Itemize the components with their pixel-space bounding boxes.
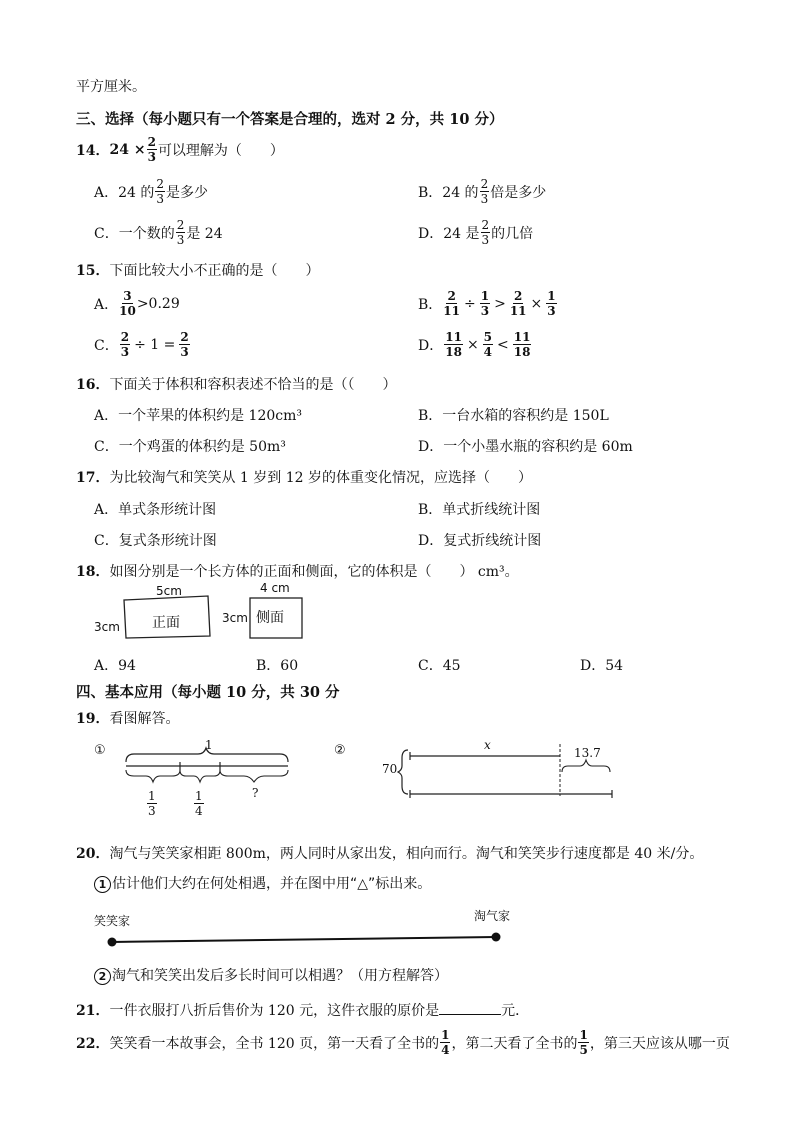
q14-fraction: $\frac{2}{3}$ [147, 135, 156, 164]
q15-option-d[interactable]: D． $\frac{11}{18}$ × $\frac{5}{4}$ < $\frac{11}{18}$ [418, 330, 531, 359]
q17-option-d[interactable]: D．复式折线统计图 [418, 533, 542, 549]
q14-option-d[interactable]: D．24 是 $\frac{2}{3}$ 的几倍 [418, 218, 534, 247]
q22-fraction-1: $\frac{1}{4}$ [441, 1028, 450, 1057]
q19-stem: 19．看图解答。 [76, 711, 180, 727]
q14-expr-pre: 24 × [109, 141, 146, 158]
x-label: x [484, 738, 491, 752]
q16-stem: 16．下面关于体积和容积表述不恰当的是（（ ） [76, 377, 397, 393]
q17-stem: 17．为比较淘气和笑笑从 1 岁到 12 岁的体重变化情况，应选择（ ） [76, 470, 533, 486]
q17-option-a[interactable]: A．单式条形统计图 [94, 502, 217, 518]
front-top-label: 5cm [156, 584, 182, 598]
home-label-taoqi: 淘气家 [474, 909, 511, 923]
q19-mark-2: ② [334, 743, 346, 758]
q14-text: 可以理解为（ ） [157, 142, 284, 159]
q20-subquestion-2: 2 淘气和笑笑出发后多长时间可以相遇？（用方程解答） [94, 965, 448, 985]
whole-label: 1 [205, 738, 213, 752]
q14-option-a[interactable]: A．24 的 $\frac{2}{3}$ 是多少 [94, 177, 209, 206]
q14-c-fraction: $\frac{2}{3}$ [176, 218, 185, 247]
q19-mark-1: ① [94, 743, 106, 758]
q15-stem [76, 260, 319, 280]
q15-option-b[interactable]: B． $\frac{2}{11}$ ÷ $\frac{1}{3}$ > $\frac{2}{11}$ × $\frac{1}{3}$ [418, 289, 556, 318]
q15-number: 15． [76, 263, 110, 279]
q22-fraction-2: $\frac{1}{5}$ [579, 1028, 588, 1057]
front-face-label: 正面 [152, 615, 180, 631]
q14-a-fraction: $\frac{2}{3}$ [156, 177, 165, 206]
q14-d-fraction: $\frac{2}{3}$ [481, 218, 490, 247]
q14-option-c[interactable]: C．一个数的 $\frac{2}{3}$ 是 24 [94, 218, 223, 247]
section3-title: 三、选择（每小题只有一个答案是合理的，选对 2 分，共 10 分） [76, 111, 504, 128]
route-line-figure[interactable] [104, 930, 506, 950]
q14-option-b[interactable]: B．24 的 $\frac{2}{3}$ 倍是多少 [418, 177, 547, 206]
side-left-label: 3cm [222, 611, 248, 625]
section4-title: 四、基本应用（每小题 10 分，共 30 分 [76, 684, 340, 701]
value-13-7: 13.7 [574, 746, 601, 760]
q18-stem: 18．如图分别是一个长方体的正面和侧面，它的体积是（ ） cm³。 [76, 564, 519, 580]
q21-stem: 21． 一件衣服打八折后售价为 120 元，这件衣服的原价是 元． [76, 1003, 530, 1019]
q16-option-a[interactable]: A．一个苹果的体积约是 120cm³ [94, 408, 303, 424]
end-dot [492, 933, 501, 942]
side-top-label: 4 cm [260, 581, 290, 595]
q14-stem [76, 136, 284, 163]
q16-option-b[interactable]: B．一台水箱的容积约是 150L [418, 408, 609, 424]
q18-option-d[interactable]: D．54 [580, 658, 624, 674]
q20-subquestion-1: 1 估计他们大约在何处相遇，并在图中用“△”标出来。 [94, 873, 431, 893]
continued-text: 平方厘米。 [76, 79, 146, 95]
q17-option-c[interactable]: C．复式条形统计图 [94, 533, 217, 549]
q15-option-a[interactable]: A． $\frac{3}{10}$ >0.29 [94, 289, 180, 318]
unknown-label: ? [252, 786, 259, 800]
q16-option-c[interactable]: C．一个鸡蛋的体积约是 50m³ [94, 439, 286, 455]
q14-b-fraction: $\frac{2}{3}$ [480, 177, 489, 206]
value-70: 70 [382, 762, 398, 776]
start-dot [108, 938, 117, 947]
q15-text: 下面比较大小不正确的是（ ） [109, 263, 320, 279]
home-label-xiaoxiao: 笑笑家 [94, 914, 131, 928]
fraction-one-quarter: $\frac{1}{4}$ [195, 789, 203, 818]
q21-answer-blank[interactable] [439, 1002, 501, 1015]
q16-option-d[interactable]: D．一个小墨水瓶的容积约是 60m [418, 439, 633, 455]
q17-option-b[interactable]: B．单式折线统计图 [418, 502, 541, 518]
front-left-label: 3cm [94, 620, 120, 634]
circle-number-1: 1 [94, 876, 111, 893]
circle-number-2: 2 [94, 968, 111, 985]
q15-option-c[interactable]: C． $\frac{2}{3}$ ÷ 1 = $\frac{2}{3}$ [94, 330, 189, 359]
fraction-one-third: $\frac{1}{3}$ [148, 789, 156, 818]
q18-option-c[interactable]: C．45 [418, 658, 461, 674]
q18-option-a[interactable]: A．94 [94, 658, 136, 674]
q14-number: 14． [76, 142, 110, 159]
side-face-label: 侧面 [256, 610, 284, 626]
q20-stem: 20．淘气与笑笑家相距 800m，两人同时从家出发，相向而行。淘气和笑笑步行速度都是 40 米/分。 [76, 846, 704, 862]
q18-option-b[interactable]: B．60 [256, 658, 299, 674]
route-line [112, 937, 496, 942]
q22-stem: 22． 笑笑看一本故事会，全书 120 页，第一天看了全书的 $\frac{1}{4}$ ，第二天看了全书的 $\frac{1}{5}$ ，第三天应该从哪一页 [76, 1028, 730, 1057]
